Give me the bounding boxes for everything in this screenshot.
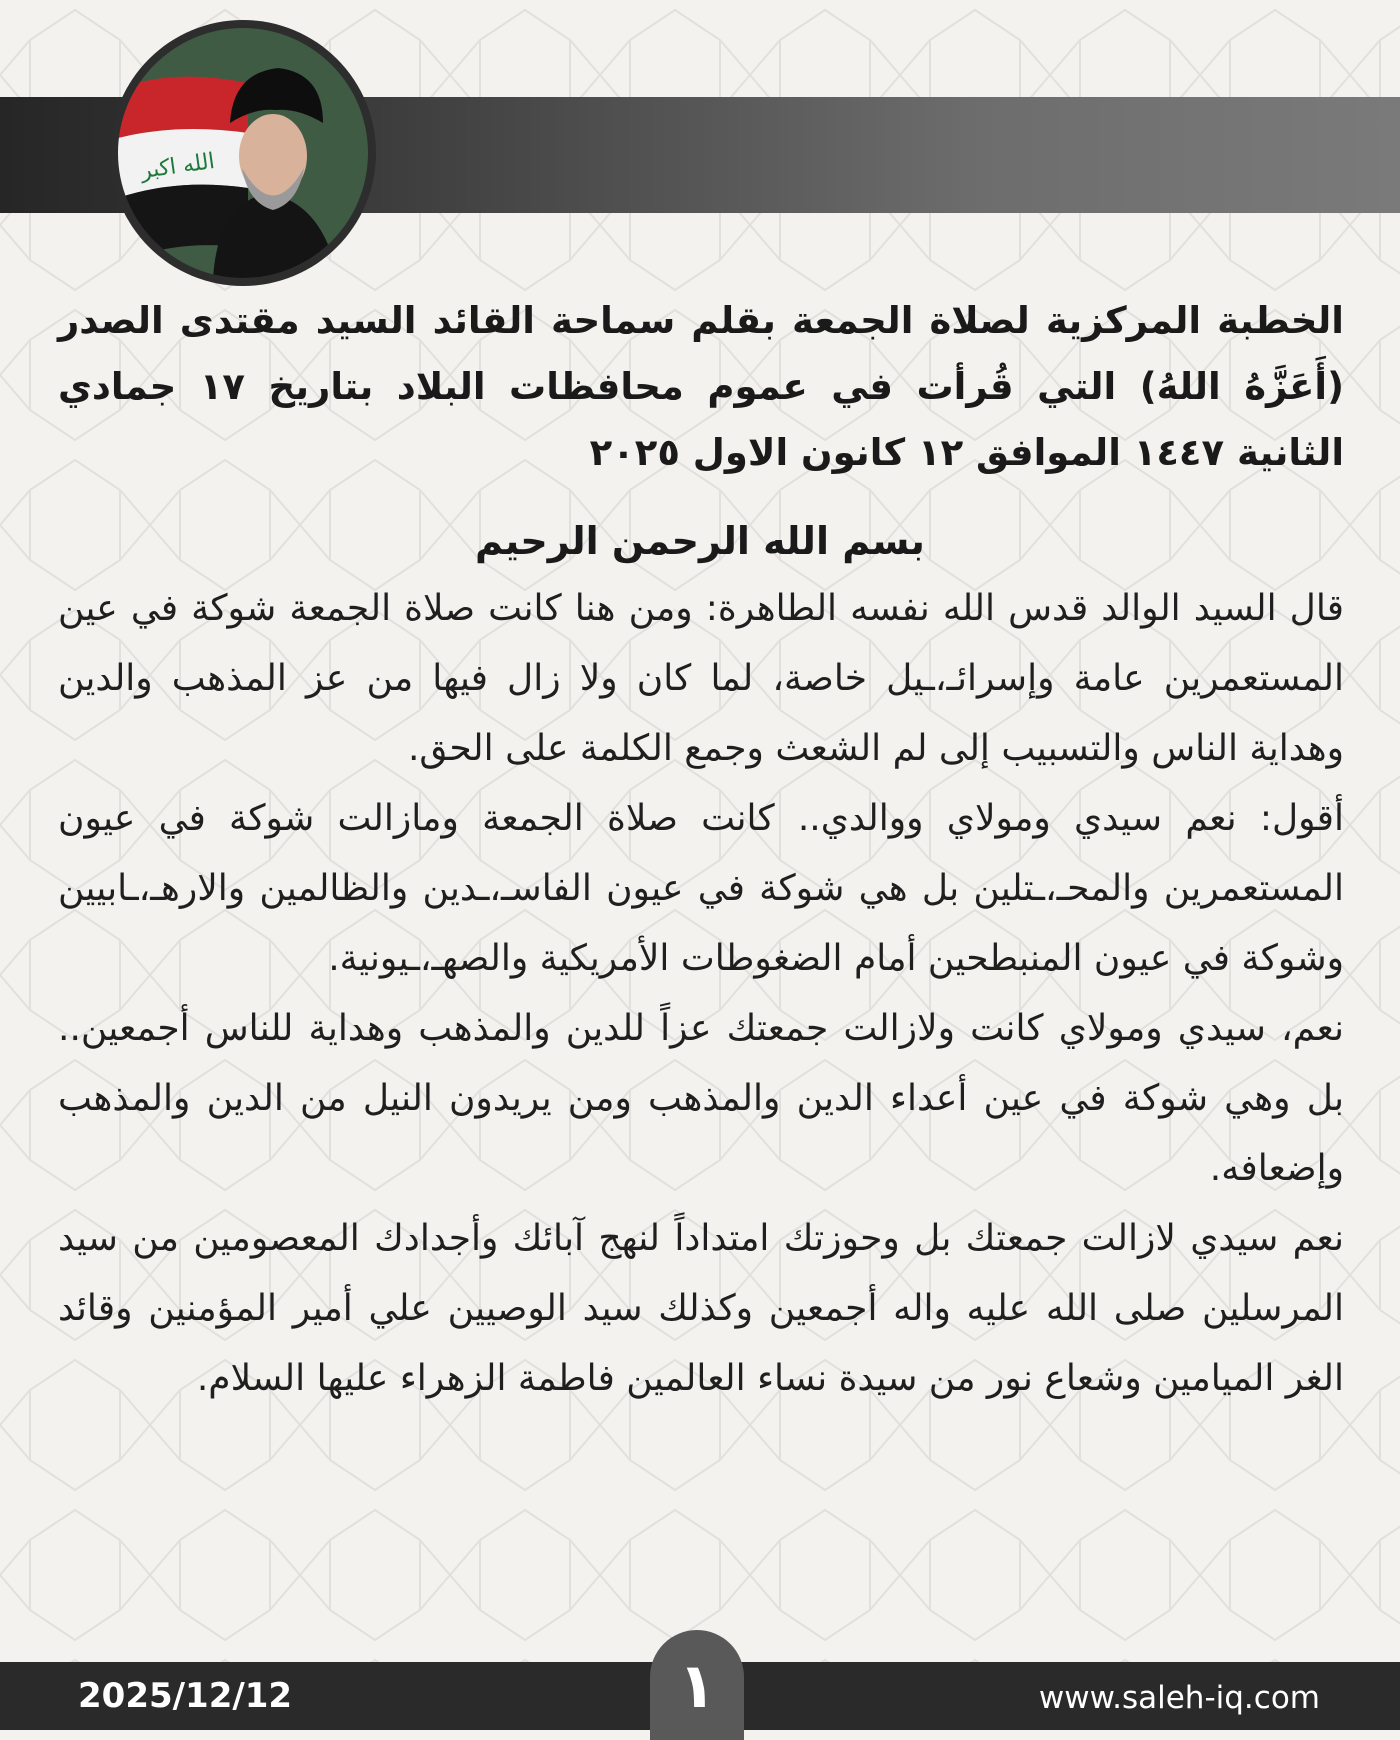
avatar bbox=[118, 28, 368, 278]
paragraph: قال السيد الوالد قدس الله نفسه الطاهرة: ومن هنا كانت صلاة الجمعة شوكة في عين المستعمرين عامة وإسرائـ،ـيل خاصة، لما كان ولا زال فيها من عز المذهب والدين وهداية الناس والتسبيب إلى لم الشعث وجمع الكلمة على الحق. bbox=[58, 588, 1344, 769]
sermon-body bbox=[58, 574, 1344, 1414]
flag-inscription: الله اكبر bbox=[139, 148, 217, 185]
paragraph: نعم سيدي لازالت جمعتك بل وحوزتك امتداداً لنهج آبائك وأجدادك المعصومين من سيد المرسلين صلى الله عليه واله أجمعين وكذلك سيد الوصيين علي أمير المؤمنين وقائد الغر الميامين وشعاع نور من سيدة نساء العالمين فاطمة الزهراء عليها السلام. bbox=[58, 1218, 1344, 1399]
website-link[interactable]: www.saleh-iq.com bbox=[1038, 1680, 1320, 1716]
paragraph: نعم، سيدي ومولاي كانت ولازالت جمعتك عزاً للدين والمذهب وهداية للناس أجمعين.. بل وهي شوكة في عين أعداء الدين والمذهب ومن يريدون النيل من الدين والمذهب وإضعافه. bbox=[58, 1008, 1344, 1189]
basmala: بسم الله الرحمن الرحيم bbox=[475, 519, 925, 563]
sermon-title: الخطبة المركزية لصلاة الجمعة بقلم سماحة القائد السيد مقتدى الصدر (أَعَزَّهُ اللهُ) التي قُرأت في عموم محافظات البلاد بتاريخ ١٧ جمادي الثانية ١٤٤٧ الموافق ١٢ كانون الاول ٢٠٢٥ bbox=[58, 299, 1344, 474]
page-number-badge bbox=[650, 1630, 744, 1740]
page-number: ١ bbox=[678, 1648, 716, 1722]
footer-date: 2025/12/12 bbox=[78, 1676, 293, 1716]
paragraph: أقول: نعم سيدي ومولاي ووالدي.. كانت صلاة الجمعة ومازالت شوكة في عيون المستعمرين والمحـ،ـتلين بل هي شوكة في عيون الفاسـ،ـدين والظالمين والارهـ،ـابيين وشوكة في عيون المنبطحين أمام الضغوطات الأمريكية والصهـ،ـيونية. bbox=[58, 798, 1344, 979]
